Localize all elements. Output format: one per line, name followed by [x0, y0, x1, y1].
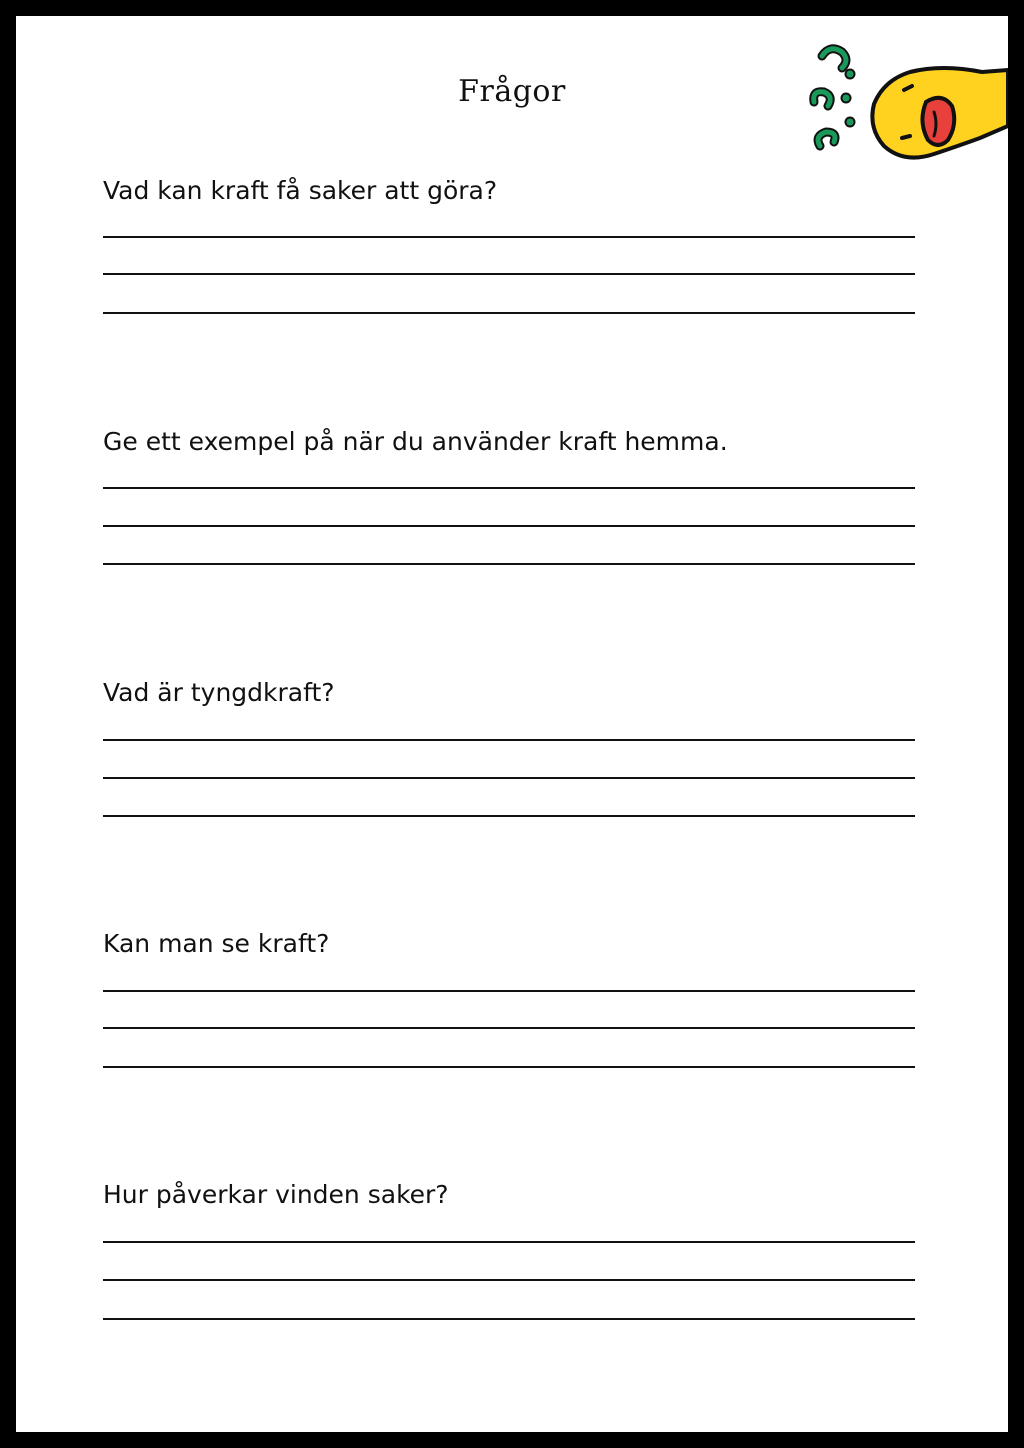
answer-line[interactable]: [103, 273, 915, 275]
answer-line[interactable]: [103, 312, 915, 314]
question-block-5: [103, 1180, 915, 1210]
answer-line[interactable]: [103, 815, 915, 817]
answer-line[interactable]: [103, 990, 915, 992]
question-block-2: [103, 427, 915, 457]
answer-line[interactable]: [103, 487, 915, 489]
answer-line[interactable]: [103, 563, 915, 565]
answer-line[interactable]: [103, 236, 915, 238]
answer-line[interactable]: [103, 1066, 915, 1068]
duck-mouth: [922, 98, 954, 145]
page-title: Frågor: [458, 74, 566, 109]
question-block-1: [103, 176, 915, 206]
question-block-4: [103, 929, 915, 959]
question-5-text: Hur påverkar vinden saker?: [103, 1180, 449, 1209]
worksheet-page: [16, 16, 1008, 1432]
answer-line[interactable]: [103, 1279, 915, 1281]
answer-line[interactable]: [103, 1241, 915, 1243]
question-2-text: Ge ett exempel på när du använder kraft hemma.: [103, 427, 728, 456]
answer-line[interactable]: [103, 777, 915, 779]
answer-line[interactable]: [103, 525, 915, 527]
question-4-text: Kan man se kraft?: [103, 929, 330, 958]
confused-duck-icon: [792, 42, 1008, 164]
answer-line[interactable]: [103, 1027, 915, 1029]
question-3-text: Vad är tyngdkraft?: [103, 678, 335, 707]
answer-line[interactable]: [103, 1318, 915, 1320]
answer-line[interactable]: [103, 739, 915, 741]
question-block-3: [103, 678, 915, 708]
question-1-text: Vad kan kraft få saker att göra?: [103, 176, 498, 205]
